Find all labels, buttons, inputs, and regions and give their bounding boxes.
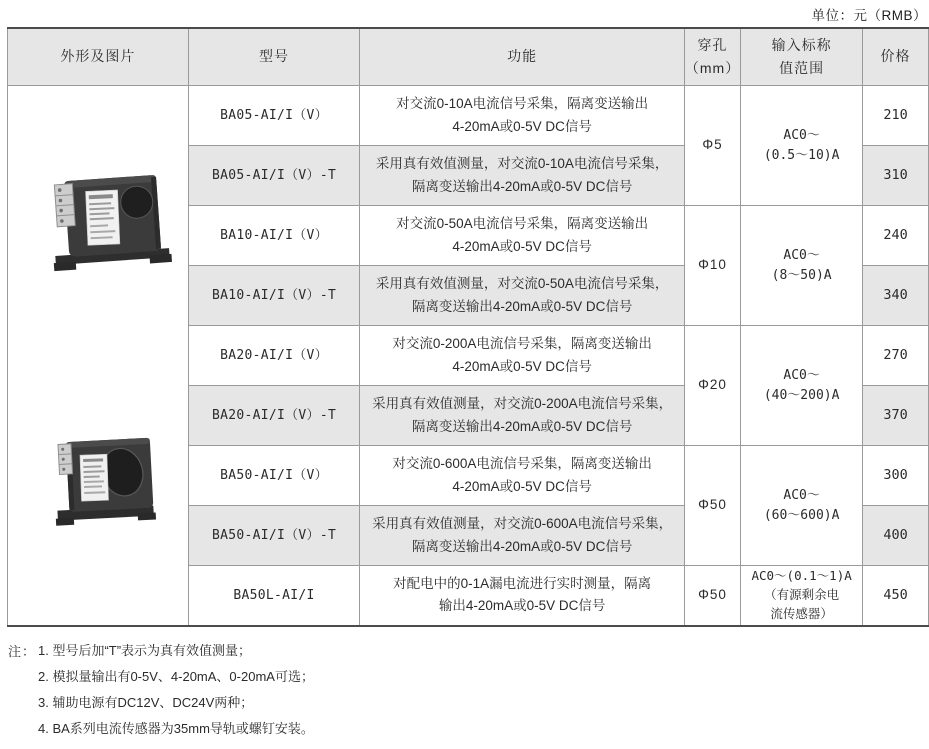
header-appearance: 外形及图片: [8, 28, 189, 86]
note-item: 2. 模拟量输出有0-5V、4-20mA、0-20mA可选；: [38, 669, 314, 684]
appearance-cell: [8, 86, 189, 626]
notes-list: [38, 644, 314, 735]
note-item: 3. 辅助电源有DC12V、DC24V两种；: [38, 695, 254, 710]
price-cell: 240: [863, 206, 929, 266]
range-cell: AC0～ (40～200)A: [741, 326, 863, 446]
model-cell: BA10-AI/I（V）-T: [188, 266, 360, 326]
function-cell: 采用真有效值测量，对交流0-50A电流信号采集， 隔离变送输出4-20mA或0-5V DC信号: [360, 266, 684, 326]
hole-cell: Φ50: [684, 566, 740, 626]
price-cell: 400: [863, 506, 929, 566]
hole-cell: Φ10: [684, 206, 740, 326]
price-cell: 340: [863, 266, 929, 326]
function-cell: 对交流0-600A电流信号采集，隔离变送输出 4-20mA或0-5V DC信号: [360, 446, 684, 506]
function-cell: 采用真有效值测量，对交流0-200A电流信号采集， 隔离变送输出4-20mA或0-5V DC信号: [360, 386, 684, 446]
model-cell: BA20-AI/I（V）-T: [188, 386, 360, 446]
function-cell: 采用真有效值测量，对交流0-600A电流信号采集， 隔离变送输出4-20mA或0-5V DC信号: [360, 506, 684, 566]
price-cell: 450: [863, 566, 929, 626]
price-cell: 210: [863, 86, 929, 146]
note-item: 1. 型号后加“T”表示为真有效值测量；: [38, 643, 252, 658]
function-cell: 对配电中的0-1A漏电流进行实时测量，隔离 输出4-20mA或0-5V DC信号: [360, 566, 684, 626]
model-cell: BA50-AI/I（V）-T: [188, 506, 360, 566]
range-cell: AC0～ (60～600)A: [741, 446, 863, 566]
price-cell: 370: [863, 386, 929, 446]
range-cell: AC0～ (0.5～10)A: [741, 86, 863, 206]
function-cell: 对交流0-200A电流信号采集，隔离变送输出 4-20mA或0-5V DC信号: [360, 326, 684, 386]
header-price: 价格: [863, 28, 929, 86]
range-cell: AC0～ (8～50)A: [741, 206, 863, 326]
function-cell: 对交流0-50A电流信号采集，隔离变送输出 4-20mA或0-5V DC信号: [360, 206, 684, 266]
header-range: 输入标称 值范围: [741, 28, 863, 86]
price-cell: 270: [863, 326, 929, 386]
header-function: 功能: [360, 28, 684, 86]
header-hole: 穿孔 （mm）: [684, 28, 740, 86]
unit-label: 单位：元（RMB）: [811, 8, 927, 23]
function-cell: 采用真有效值测量，对交流0-10A电流信号采集， 隔离变送输出4-20mA或0-5V DC信号: [360, 146, 684, 206]
product-photo-small-transducer: [51, 164, 173, 278]
price-cell: 300: [863, 446, 929, 506]
range-cell: AC0～(0.1～1)A （有源剩余电 流传感器）: [741, 566, 863, 626]
notes: [8, 644, 314, 735]
model-cell: BA50L-AI/I: [188, 566, 360, 626]
price-cell: 310: [863, 146, 929, 206]
note-item: 4. BA系列电流传感器为35mm导轨或螺钉安装。: [38, 721, 314, 736]
table-row: [8, 86, 929, 146]
product-photo-large-transducer: [54, 432, 160, 532]
model-cell: BA05-AI/I（V）: [188, 86, 360, 146]
spec-table: [7, 27, 929, 627]
notes-label: 注：: [8, 644, 37, 659]
header-model: 型号: [188, 28, 360, 86]
model-cell: BA50-AI/I（V）: [188, 446, 360, 506]
model-cell: BA10-AI/I（V）: [188, 206, 360, 266]
model-cell: BA05-AI/I（V）-T: [188, 146, 360, 206]
hole-cell: Φ50: [684, 446, 740, 566]
model-cell: BA20-AI/I（V）: [188, 326, 360, 386]
hole-cell: Φ5: [684, 86, 740, 206]
table-header-row: [8, 28, 929, 86]
hole-cell: Φ20: [684, 326, 740, 446]
function-cell: 对交流0-10A电流信号采集，隔离变送输出 4-20mA或0-5V DC信号: [360, 86, 684, 146]
